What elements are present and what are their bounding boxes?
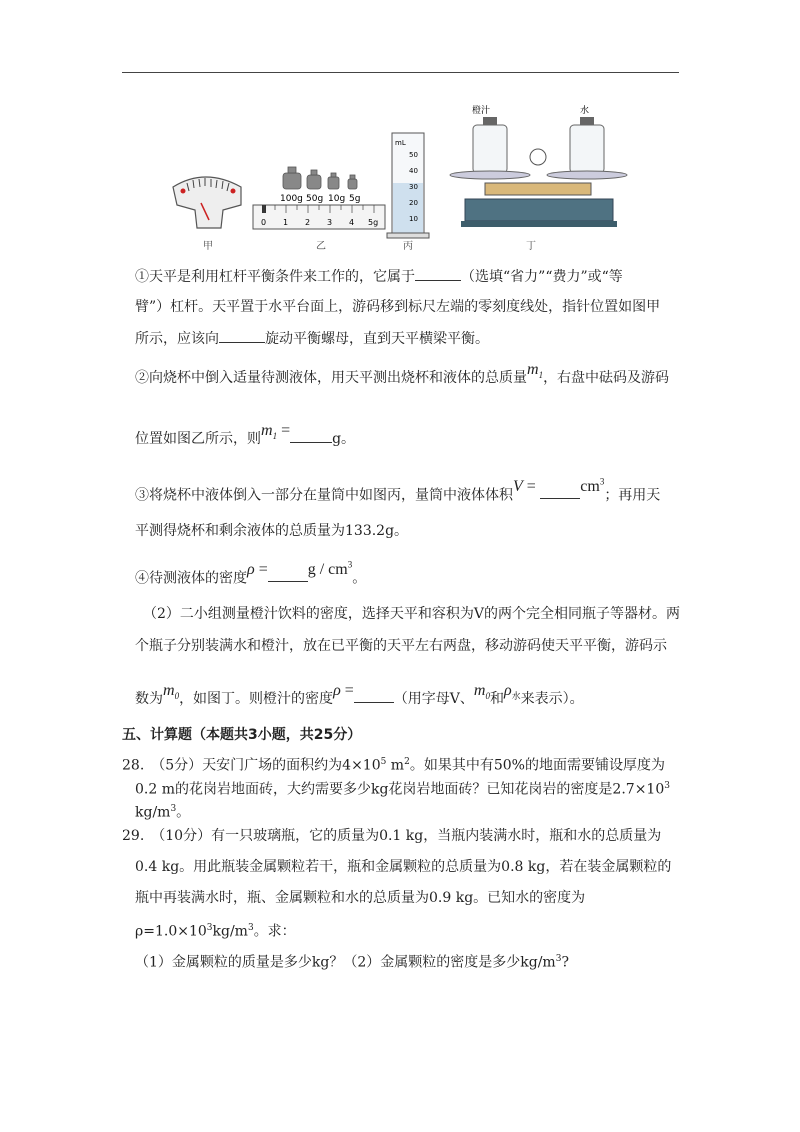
question-line xyxy=(135,361,670,393)
cylinder-tick: 20 xyxy=(409,199,418,207)
question-line xyxy=(135,328,489,349)
subscript: 1 xyxy=(538,370,544,381)
symbol: ρ xyxy=(247,561,255,579)
question-line xyxy=(135,422,356,454)
balance-pointer-dial-icon xyxy=(173,177,241,228)
symbol: V xyxy=(513,478,523,496)
superscript: 5 xyxy=(380,757,387,767)
experiment-figure xyxy=(165,95,635,250)
figure-caption: 丙 xyxy=(403,241,413,252)
text: 。 xyxy=(176,804,191,821)
text: g。 xyxy=(332,431,356,447)
cylinder-unit: mL xyxy=(395,139,406,147)
text: 数为 xyxy=(135,691,163,707)
question-28-line xyxy=(135,776,670,800)
symbol: m xyxy=(163,682,175,699)
superscript: 3 xyxy=(247,923,254,933)
text: （1）金属颗粒的质量是多少kg？（2）金属颗粒的密度是多少kg/m xyxy=(135,954,556,971)
unit: g / cm xyxy=(307,561,348,579)
answer-blank[interactable] xyxy=(354,688,394,703)
text: kg/m xyxy=(212,923,248,940)
math-m1 xyxy=(261,422,291,442)
text: ，右盘中砝码及游码 xyxy=(543,370,670,386)
ruler-icon xyxy=(253,205,385,229)
cylinder-tick: 30 xyxy=(409,183,418,191)
symbol: m xyxy=(473,682,486,699)
equals: = xyxy=(340,682,354,699)
math-rho xyxy=(247,561,268,578)
superscript: 3 xyxy=(206,923,213,933)
question-28-line xyxy=(122,752,665,776)
superscript: 3 xyxy=(555,954,562,964)
question-29-line: 29. （10分）有一只玻璃瓶，它的质量为0.1 kg，当瓶内装满水时，瓶和水的总质量为 xyxy=(122,828,662,844)
figure-caption: 甲 xyxy=(203,241,213,252)
math-m1 xyxy=(527,361,544,381)
section-title: 五、计算题（本题共3小题，共25分） xyxy=(122,727,362,743)
math-m0 xyxy=(473,682,490,702)
answer-blank[interactable] xyxy=(268,567,308,582)
question-line xyxy=(135,266,623,287)
text: 。 xyxy=(352,570,367,587)
math-v xyxy=(513,478,536,495)
superscript: 2 xyxy=(404,757,410,767)
question-28-line xyxy=(135,799,190,823)
text: ③将烧杯中液体倒入一部分在量筒中如图丙，量筒中液体体积 xyxy=(135,487,513,504)
figure-caption: 乙 xyxy=(316,241,326,252)
text: ? xyxy=(561,954,569,971)
text: （选填“省力”“费力”或“等 xyxy=(461,269,623,285)
question-29-line: 0.4 kg。用此瓶装金属颗粒若干，瓶和金属颗粒的总质量为0.8 kg，若在装金属颗粒的 xyxy=(135,859,672,875)
ruler-tick-label: 3 xyxy=(327,218,333,227)
question-line: 平测得烧杯和剩余液体的总质量为133.2g。 xyxy=(135,523,409,539)
equals: = xyxy=(277,422,291,439)
figure-caption: 丁 xyxy=(526,241,536,252)
text: ④待测液体的密度 xyxy=(135,570,247,587)
weight-label: 10g xyxy=(328,194,346,204)
question-line: （2）二小组测量橙汁饮料的密度，选择天平和容积为V的两个完全相同瓶子等器材。两 xyxy=(143,606,681,622)
weight-label: 50g xyxy=(306,194,324,204)
weights-icon xyxy=(283,167,357,189)
superscript: 3 xyxy=(170,804,177,814)
text: m xyxy=(386,757,405,774)
text: ；再用天 xyxy=(604,487,661,504)
text: 。如果其中有50%的地面需要铺设厚度为 xyxy=(409,757,665,774)
question-29-line xyxy=(135,949,569,973)
subscript: 0 xyxy=(174,691,180,702)
text: 来表示）。 xyxy=(520,691,584,707)
balance-with-bottles-icon xyxy=(450,117,627,227)
equals: = xyxy=(522,478,536,496)
symbol: m xyxy=(261,422,273,439)
math-rho-water xyxy=(503,682,521,702)
equals: = xyxy=(254,561,268,579)
bottle-label: 橙汁 xyxy=(472,106,491,116)
bottle-label: 水 xyxy=(580,106,590,116)
figure-illustration xyxy=(165,95,635,250)
text: 。求： xyxy=(253,923,296,940)
unit: cm xyxy=(580,478,600,496)
weight-label: 100g xyxy=(280,194,303,204)
text: 和 xyxy=(489,691,504,707)
answer-blank[interactable] xyxy=(540,484,580,499)
text: 旋动平衡螺母，直到天平横梁平衡。 xyxy=(265,331,489,347)
unit-cm3 xyxy=(580,478,604,495)
subscript: 0 xyxy=(485,691,490,702)
text: 28. （5分）天安门广场的面积约为4×10 xyxy=(122,757,381,774)
symbol: ρ xyxy=(333,682,341,699)
ruler-tick-label: 0 xyxy=(261,218,267,227)
answer-blank[interactable] xyxy=(290,428,332,443)
symbol: m xyxy=(527,361,539,378)
question-line xyxy=(135,682,584,714)
cylinder-tick: 50 xyxy=(409,151,418,159)
text: 所示，应该向 xyxy=(135,331,219,347)
text: 位置如图乙所示，则 xyxy=(135,431,261,447)
question-29-line xyxy=(135,918,296,942)
answer-blank[interactable] xyxy=(415,266,461,281)
question-line: 个瓶子分别装满水和橙汁，放在已平衡的天平左右两盘，移动游码使天平平衡，游码示 xyxy=(135,638,667,654)
ruler-tick-label: 2 xyxy=(305,218,311,227)
weight-label: 5g xyxy=(349,194,361,204)
text: （用字母V、 xyxy=(393,691,474,707)
text: ρ=1.0×10 xyxy=(135,923,207,940)
math-m0 xyxy=(163,682,180,702)
symbol: ρ xyxy=(503,682,512,699)
answer-blank[interactable] xyxy=(219,328,265,343)
subscript: 1 xyxy=(272,431,278,442)
subscript: 水 xyxy=(511,691,521,702)
question-29-line: 瓶中再装满水时，瓶、金属颗粒和水的总质量为0.9 kg。已知水的密度为 xyxy=(135,890,586,906)
cylinder-tick: 10 xyxy=(409,215,418,223)
question-line xyxy=(135,560,367,588)
superscript: 3 xyxy=(347,560,353,570)
superscript: 3 xyxy=(599,477,605,487)
ruler-tick-label: 5g xyxy=(368,218,379,227)
text: ①天平是利用杠杆平衡条件来工作的，它属于 xyxy=(135,269,415,285)
math-rho xyxy=(333,682,354,699)
question-line: 臂”）杠杆。天平置于水平台面上，游码移到标尺左端的零刻度线处，指针位置如图甲 xyxy=(135,299,661,315)
question-line xyxy=(135,477,661,505)
text: kg/m xyxy=(135,804,171,821)
text: 0.2 m的花岗岩地面砖，大约需要多少kg花岗岩地面砖？已知花岗岩的密度是2.7×10 xyxy=(135,781,665,798)
text: ②向烧杯中倒入适量待测液体，用天平测出烧杯和液体的总质量 xyxy=(135,370,527,386)
cylinder-tick: 40 xyxy=(409,167,418,175)
ruler-tick-label: 1 xyxy=(283,218,289,227)
unit-g-cm3 xyxy=(308,561,353,578)
superscript: 3 xyxy=(664,781,670,791)
header-rule xyxy=(122,72,679,73)
text: ，如图丁。则橙汁的密度 xyxy=(179,691,334,707)
ruler-tick-label: 4 xyxy=(349,218,355,227)
graduated-cylinder-icon xyxy=(387,133,429,238)
